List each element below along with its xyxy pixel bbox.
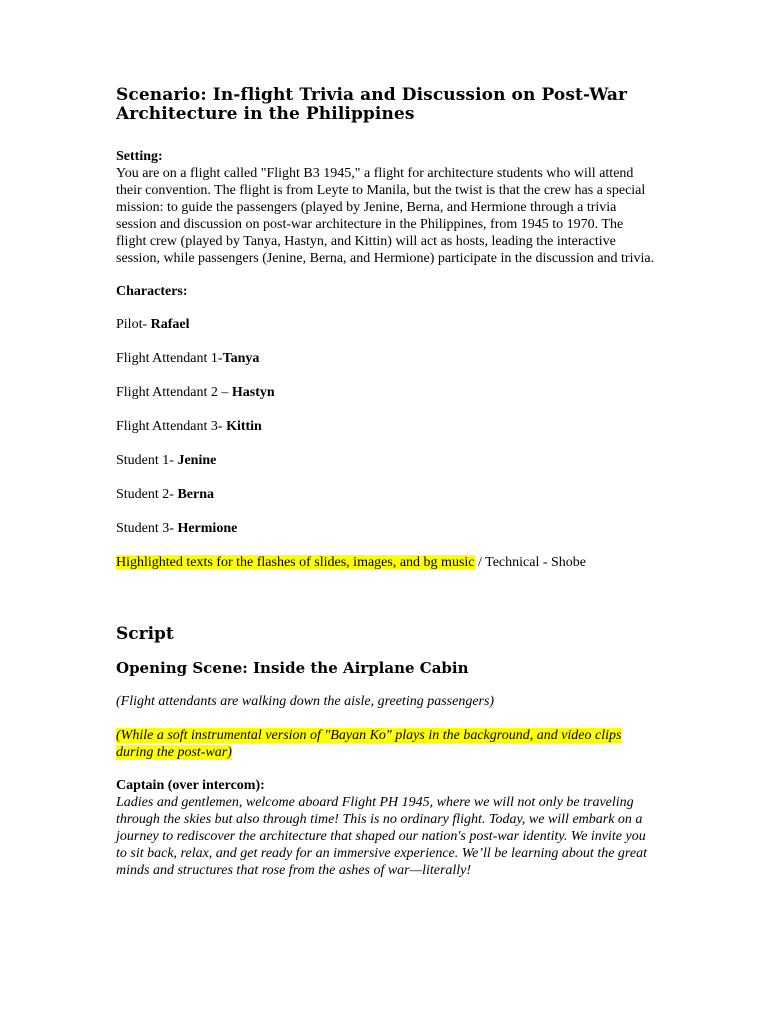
character-attendant-3: [116, 418, 656, 435]
character-attendant-1: [116, 350, 656, 367]
technical-note: [116, 554, 656, 571]
stage-direction-2: [116, 727, 656, 761]
setting-text: You are on a flight called "Flight B3 1945," a flight for architecture students who will attend their convention. The flight is from Leyte to Manila, but the twist is that the crew has a special mission: to guide the passengers (played by Jenine, Berna, and Hermione through a trivia session and discussion on post-war architecture in the Philippines, from 1945 to 1970. The flight crew (played by Tanya, Hastyn, and Kittin) will act as hosts, leading the interactive session, while passengers (Jenine, Berna, and Hermione) participate in the discussion and trivia.: [116, 166, 655, 266]
speaker-label: Captain (over intercom):: [116, 778, 265, 793]
scenario-title: Scenario: In-flight Trivia and Discussion on Post-War Architecture in the Philippines: [116, 85, 628, 124]
character-role: Student 3-: [116, 521, 178, 536]
highlighted-stage-direction: (While a soft instrumental version of "Bayan Ko" plays in the background, and video clips during the post-war): [116, 728, 622, 760]
setting-label: Setting:: [116, 149, 163, 164]
character-role: Flight Attendant 1-: [116, 351, 223, 366]
character-pilot: [116, 316, 656, 333]
character-student-1: [116, 452, 656, 469]
scene-heading: Opening Scene: Inside the Airplane Cabin: [116, 659, 469, 677]
character-name: Hermione: [177, 521, 238, 536]
character-student-2: [116, 486, 656, 503]
character-role: Pilot-: [116, 317, 151, 332]
technical-credit: / Technical - Shobe: [474, 555, 587, 570]
character-name: Berna: [177, 487, 215, 502]
character-name: Hastyn: [231, 385, 275, 400]
character-role: Student 1-: [116, 453, 178, 468]
character-name: Rafael: [150, 317, 190, 332]
document-content: [116, 86, 656, 879]
character-name: Tanya: [222, 351, 260, 366]
character-student-3: [116, 520, 656, 537]
character-name: Kittin: [226, 419, 262, 434]
stage-direction-1: (Flight attendants are walking down the aisle, greeting passengers): [116, 694, 495, 709]
character-role: Student 2-: [116, 487, 178, 502]
character-role: Flight Attendant 2 –: [116, 385, 232, 400]
character-role: Flight Attendant 3-: [116, 419, 227, 434]
script-heading: Script: [116, 624, 174, 644]
highlighted-note: Highlighted texts for the flashes of slides, images, and bg music: [116, 555, 475, 570]
character-name: Jenine: [177, 453, 217, 468]
character-attendant-2: [116, 384, 656, 401]
characters-label: Characters:: [116, 284, 188, 299]
captain-speech: Ladies and gentlemen, welcome aboard Flight PH 1945, where we will not only be traveling through the skies but also through time! This is no ordinary flight. Today, we will embark on a journey to rediscover the architecture that shaped our nation's post-war identity. We invite you to sit back, relax, and get ready for an immersive experience. We’ll be learning about the great minds and structures that rose from the ashes of war—literally!: [116, 795, 647, 878]
